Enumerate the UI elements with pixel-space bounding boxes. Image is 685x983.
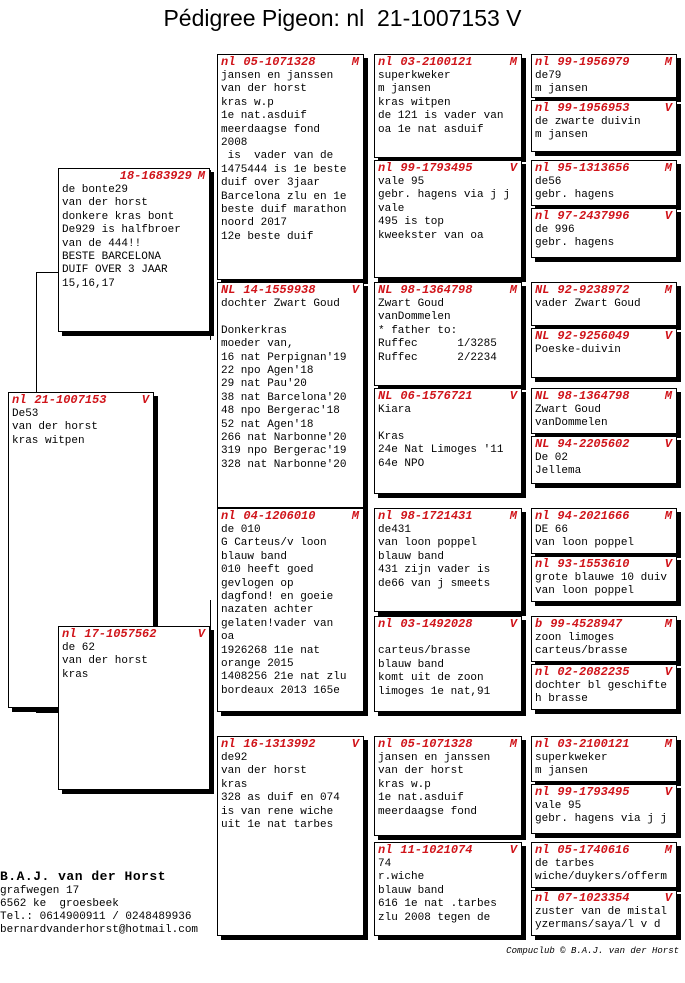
ring-prefix: nl [535,891,550,905]
ring-prefix: nl [378,509,393,523]
pigeon-info-line: Jellema [535,465,582,478]
ring-number [535,101,676,116]
ring-sex: M [664,737,672,751]
pigeon-info-line: BESTE BARCELONA [62,250,162,263]
pigeon-info-line: van der horst [62,197,148,210]
ring-prefix: nl [535,557,550,571]
pigeon-info-line: 328 as duif en 074 [221,792,340,805]
ring-number [378,509,521,524]
ring-sex: V [351,283,359,297]
ring-code: 98-1364798 [400,283,473,297]
ring-sex: M [509,737,517,751]
connector-line [365,330,366,440]
ring-code: 03-2100121 [557,737,630,751]
pigeon-info-line: van der horst [221,765,307,778]
pigeon-info-line: meerdaagse fond [378,805,478,818]
pigeon-info-line: 2008 [221,136,248,149]
connector-line [365,790,366,890]
ring-sex: M [509,283,517,297]
ring-code: 92-9238972 [557,283,630,297]
ring-sex: V [509,843,517,857]
ring-sex: M [509,509,517,523]
pigeon-info-line: 1e nat.asduif [221,110,307,123]
ring-number [535,557,676,572]
pigeon-info-line: h brasse [535,693,588,706]
ring-sex: V [664,209,672,223]
pigeon-info-line: Ruffec 2/2234 [378,351,497,364]
pigeon-info-line: oa [221,631,235,644]
pigeon-info-line: dagfond! en goeie [221,590,334,603]
pigeon-info-line: uit 1e nat tarbes [221,818,334,831]
pigeon-info-line: vale 95 [535,800,582,812]
pigeon-info-line: moeder van, [221,338,294,351]
pigeon-info-line: 48 npo Bergerac'18 [221,405,340,418]
pigeon-info-line: vale [378,202,405,215]
pigeon-info-line: donkere kras bont [62,210,175,223]
pigeon-info-line: 616 1e nat .tarbes [378,898,497,911]
ring-number [535,209,676,224]
ring-code: 03-2100121 [400,55,473,69]
pigeon-info-line: De 02 [535,452,569,464]
pigeon-info-line: Zwart Goud [535,404,602,416]
ring-code: 06-1576721 [400,389,473,403]
ring-prefix: NL [221,283,236,297]
ring-prefix: nl [535,101,550,115]
ring-prefix: nl [378,55,393,69]
pigeon-info-line: nazaten achter [221,604,314,617]
pigeon-info-line: de431 [378,524,412,536]
ring-sex: M [664,55,672,69]
ring-code: 97-2437996 [557,209,630,223]
pigeon-info-line: zoon limoges [535,632,615,644]
ring-code: 07-1023354 [557,891,630,905]
pigeon-info-line [378,632,521,645]
connector-line [365,110,366,200]
ring-code: 93-1553610 [557,557,630,571]
connector-line [365,560,366,660]
pigeon-info-line: Poeske-duivin [535,344,621,356]
ring-prefix: nl [12,393,27,407]
ring-prefix: nl [535,209,550,223]
ring-number [535,437,676,452]
ring-number [535,843,676,858]
ring-number [378,843,521,858]
pigeon-info-line: vale 95 [378,176,425,188]
ring-code: 14-1559938 [243,283,316,297]
pigeon-info-line: 29 nat Pau'20 [221,378,307,391]
pigeon-info-line: bordeaux 2013 165e [221,684,340,697]
pigeon-info-line: G Carteus/v loon [221,537,327,550]
pigeon-card-g2 [217,282,364,508]
pigeon-card-ggg15 [531,842,677,888]
pigeon-card-gg3 [374,282,522,386]
ring-prefix: nl [378,617,393,631]
pigeon-card-g4 [217,736,364,936]
pigeon-info-line: kras witpen [12,434,85,447]
ring-sex: V [509,389,517,403]
ring-code: 99-1956953 [557,101,630,115]
ring-sex: M [664,617,672,631]
pigeon-info-line: komt uit de zoon [378,672,484,685]
pigeon-info-line: blauw band [378,658,445,671]
pigeon-info-line: de 010 [221,524,261,536]
ring-number [535,737,676,752]
pigeon-info-line: * father to: [378,324,458,337]
ring-number [378,617,521,632]
pigeon-info-line: kras w.p [378,778,431,791]
pigeon-info-line: 64e NPO [378,457,425,470]
pigeon-info-line: vanDommelen [378,311,451,324]
pigeon-card-g1 [217,54,364,280]
ring-code: 99-1956979 [557,55,630,69]
pigeon-card-ggg12 [531,664,677,710]
pigeon-info-line: r.wiche [378,871,425,884]
pigeon-card-gg8 [374,842,522,936]
pigeon-card-gg5 [374,508,522,612]
ring-code: 04-1206010 [243,509,316,523]
ring-code: 02-2082235 [557,665,630,679]
pigeon-info-line: 1408256 21e nat zlu [221,671,347,684]
ring-prefix: nl [535,55,550,69]
pigeon-info-line: van der horst [12,421,98,434]
pigeon-info-line: duif over 3jaar [221,177,321,190]
pigeon-info-line: grote blauwe 10 duiv [535,572,668,584]
pigeon-info-line: zlu 2008 tegen de [378,911,491,924]
pigeon-info-line: van loon poppel [535,585,635,598]
pigeon-info-line: de bonte29 [62,184,129,196]
ring-sex: V [664,785,672,799]
ring-number [12,393,153,408]
pigeon-info-line: De929 is halfbroer [62,224,181,237]
owner-phone: Tel.: 0614900911 / 0248489936 [0,911,192,923]
ring-number [378,389,521,404]
ring-prefix: nl [221,737,236,751]
pigeon-info-line: kras witpen [378,96,451,109]
ring-sex: V [141,393,149,407]
ring-number [535,785,676,800]
owner-email[interactable]: bernardvanderhorst@hotmail.com [0,924,199,936]
pigeon-info-line: van der horst [62,655,148,668]
pigeon-info-line: de56 [535,176,562,188]
pigeon-card-ggg5 [531,282,677,326]
pigeon-card-ggg4 [531,208,677,258]
ring-number [221,283,363,298]
pigeon-info-line: wiche/duykers/offerm [535,871,668,884]
pigeon-info-line: DUIF OVER 3 JAAR [62,264,168,277]
page-title: Pédigree Pigeon: nl 21-1007153 V [163,5,522,31]
pigeon-info-line: de92 [221,752,248,764]
ring-sex: V [664,665,672,679]
ring-code: 05-1071328 [243,55,316,69]
pigeon-info-line: 52 nat Agen'18 [221,418,314,431]
pigeon-card-gg6 [374,616,522,712]
pigeon-info-line: 328 nat Narbonne'20 [221,458,347,471]
ring-sex: V [509,161,517,175]
pigeon-card-gg7 [374,736,522,836]
connector-line [36,272,58,273]
ring-sex: V [664,891,672,905]
ring-number [62,169,209,184]
pigeon-card-ggg11 [531,616,677,662]
pigeon-info-line: van der horst [221,83,307,96]
ring-prefix: nl [221,55,236,69]
pigeon-info-line: gebr. hagens via j j [378,189,511,202]
ring-sex: V [351,737,359,751]
pigeon-info-line: superkweker [378,70,451,82]
pigeon-info-line: de tarbes [535,858,595,870]
ring-sex: V [664,329,672,343]
pigeon-card-g3 [217,508,364,712]
ring-number [62,627,209,642]
ring-sex: M [664,161,672,175]
pigeon-card-ggg14 [531,784,677,834]
ring-sex: V [664,437,672,451]
ring-prefix: nl [221,509,236,523]
ring-number [535,161,676,176]
pigeon-info-line: Kras [378,430,405,443]
pigeon-card-p2 [58,626,210,790]
pigeon-info-line: orange 2015 [221,657,294,670]
pigeon-info-line: Zwart Goud [378,298,445,310]
ring-sex: M [509,55,517,69]
pigeon-info-line: jansen en janssen [378,752,491,764]
ring-number [535,283,676,298]
pigeon-info-line: m jansen [535,83,588,96]
ring-code: 11-1021074 [400,843,473,857]
pigeon-info-line: m jansen [535,129,588,142]
ring-prefix: nl [535,665,550,679]
pigeon-card-ggg7 [531,388,677,434]
pigeon-info-line: m jansen [535,765,588,778]
pigeon-info-line: carteus/brasse [378,645,471,658]
ring-code: 99-1793495 [400,161,473,175]
pigeon-info-line: 22 npo Agen'18 [221,364,314,377]
pigeon-info-line: gebr. hagens [535,189,615,202]
pigeon-info-line: 74 [378,858,392,870]
pigeon-info-line: Barcelona zlu en 1e [221,190,347,203]
pigeon-info-line: 1475444 is 1e beste [221,163,347,176]
pigeon-info-line: Ruffec 1/3285 [378,338,497,351]
pigeon-info-line: meerdaagse fond [221,123,321,136]
ring-sex: M [664,283,672,297]
pigeon-info-line: beste duif marathon [221,203,347,216]
ring-code: 94-2021666 [557,509,630,523]
pigeon-info-line: de79 [535,70,562,82]
pigeon-info-line: superkweker [535,752,608,764]
pigeon-card-ggg8 [531,436,677,484]
ring-sex: M [351,509,359,523]
pigeon-info-line: noord 2017 [221,217,288,230]
ring-code: 95-1313656 [557,161,630,175]
ring-number [221,55,363,70]
ring-code: 98-1364798 [557,389,630,403]
pigeon-info-line: de 62 [62,642,96,654]
pigeon-info-line: dochter Zwart Goud [221,298,340,310]
ring-number [221,509,363,524]
ring-prefix: nl [535,737,550,751]
ring-number [535,389,676,404]
pigeon-info-line [221,311,363,324]
ring-sex: V [197,627,205,641]
ring-number [378,161,521,176]
pigeon-info-line: de66 van j smeets [378,577,491,590]
ring-prefix: nl [378,737,393,751]
ring-prefix: nl [378,843,393,857]
pigeon-info-line: 431 zijn vader is [378,564,491,577]
ring-code: 99-1793495 [557,785,630,799]
pigeon-info-line: carteus/brasse [535,645,628,658]
ring-code: 16-1313992 [243,737,316,751]
pigeon-info-line: jansen en janssen [221,70,334,82]
owner-address: grafwegen 17 [0,885,80,897]
pigeon-info-line: gebr. hagens via j j [535,813,668,826]
ring-prefix: nl [62,627,77,641]
ring-prefix: nl [535,161,550,175]
ring-sex: M [664,509,672,523]
pigeon-info-line: 010 heeft goed [221,564,314,577]
ring-number [378,737,521,752]
pigeon-info-line: kras [62,668,89,681]
ring-code: 05-1071328 [400,737,473,751]
pigeon-info-line: dochter bl geschifte [535,680,668,692]
ring-code: 03-1492028 [400,617,473,631]
ring-prefix: NL [535,437,550,451]
ring-sex: M [351,55,359,69]
pigeon-info-line: 1926268 11e nat [221,644,321,657]
pigeon-info-line: de zwarte duivin [535,116,641,128]
pigeon-info-line: 24e Nat Limoges '11 [378,444,504,457]
footer-credit: Compuclub © B.A.J. van der Horst [506,946,679,956]
pigeon-info-line: 495 is top [378,216,445,229]
pigeon-info-line: 15,16,17 [62,277,115,290]
ring-sex: M [664,389,672,403]
ring-number [535,617,676,632]
pigeon-info-line: blauw band [221,550,288,563]
owner-name: B.A.J. van der Horst [0,869,167,884]
pigeon-info-line: De53 [12,408,39,420]
pigeon-info-line: kweekster van oa [378,229,484,242]
pigeon-card-ggg6 [531,328,677,378]
pigeon-info-line: van loon poppel [378,537,478,550]
pigeon-info-line: vader Zwart Goud [535,298,641,310]
pigeon-info-line: kras w.p [221,96,274,109]
pigeon-card-ggg13 [531,736,677,782]
pigeon-info-line: 38 nat Barcelona'20 [221,391,347,404]
ring-number [535,665,676,680]
ring-prefix: NL [535,283,550,297]
pigeon-card-ggg16 [531,890,677,936]
pigeon-info-line: is van rene wiche [221,805,334,818]
pigeon-card-ggg1 [531,54,677,98]
pigeon-info-line: m jansen [378,83,431,96]
pigeon-card-gg4 [374,388,522,494]
pigeon-info-line [378,417,521,430]
connector-line [210,170,211,340]
pigeon-info-line: gelaten!vader van [221,617,334,630]
pigeon-info-line: 12e beste duif [221,230,314,243]
ring-sex: V [664,557,672,571]
ring-sex: M [664,843,672,857]
ring-code: 18-1683929 [119,169,192,183]
pigeon-info-line: kras [221,778,248,791]
ring-prefix: NL [535,329,550,343]
ring-sex: M [197,169,205,183]
pigeon-info-line: blauw band [378,550,445,563]
pigeon-info-line: gevlogen op [221,577,294,590]
pigeon-card-ggg10 [531,556,677,602]
ring-code: 17-1057562 [84,627,157,641]
pigeon-card-ggg2 [531,100,677,152]
ring-prefix: b [535,617,543,631]
ring-prefix: nl [535,785,550,799]
ring-prefix: nl [535,509,550,523]
ring-prefix: NL [378,283,393,297]
connector-line [36,712,58,713]
pigeon-info-line: 266 nat Narbonne'20 [221,431,347,444]
pigeon-info-line: van loon poppel [535,537,635,550]
pigeon-info-line: Kiara [378,404,412,416]
pigeon-info-line: yzermans/saya/l v d [535,919,661,932]
ring-sex: V [509,617,517,631]
pigeon-info-line: DE 66 [535,524,569,536]
pigeon-info-line: Donkerkras [221,324,288,337]
pigeon-card-ggg3 [531,160,677,206]
pigeon-info-line: van der horst [378,765,464,778]
ring-number [535,891,676,906]
ring-code: 98-1721431 [400,509,473,523]
ring-code: 21-1007153 [34,393,107,407]
pigeon-info-line: limoges 1e nat,91 [378,685,491,698]
ring-prefix: NL [378,389,393,403]
ring-number [535,55,676,70]
ring-code: 05-1740616 [557,843,630,857]
ring-code: 99-4528947 [550,617,623,631]
pigeon-card-p1 [58,168,210,332]
pigeon-info-line: oa 1e nat asduif [378,123,484,136]
ring-prefix: NL [535,389,550,403]
pigeon-info-line: de 121 is vader van [378,110,504,123]
pigeon-info-line: is vader van de [221,150,334,163]
pigeon-info-line: van de 444!! [62,237,142,250]
pigeon-info-line: blauw band [378,884,445,897]
owner-city: 6562 ke groesbeek [0,898,119,910]
pigeon-card-gg2 [374,160,522,278]
pigeon-info-line: gebr. hagens [535,237,615,250]
ring-number [535,329,676,344]
ring-number [535,509,676,524]
pigeon-card-gg1 [374,54,522,158]
pigeon-info-line: 319 npo Bergerac'19 [221,445,347,458]
ring-prefix: nl [378,161,393,175]
ring-code: 92-9256049 [557,329,630,343]
owner-block [0,868,232,937]
ring-number [221,737,363,752]
pigeon-info-line: zuster van de mistal [535,906,668,918]
connector-line [210,600,211,790]
ring-number [378,55,521,70]
ring-number [378,283,521,298]
pigeon-card-ggg9 [531,508,677,554]
pigeon-info-line: 1e nat.asduif [378,792,464,805]
pigeon-info-line: de 996 [535,224,575,236]
ring-code: 94-2205602 [557,437,630,451]
pigeon-info-line: 16 nat Perpignan'19 [221,351,347,364]
ring-prefix: nl [535,843,550,857]
pigeon-info-line: vanDommelen [535,417,608,430]
ring-sex: V [664,101,672,115]
